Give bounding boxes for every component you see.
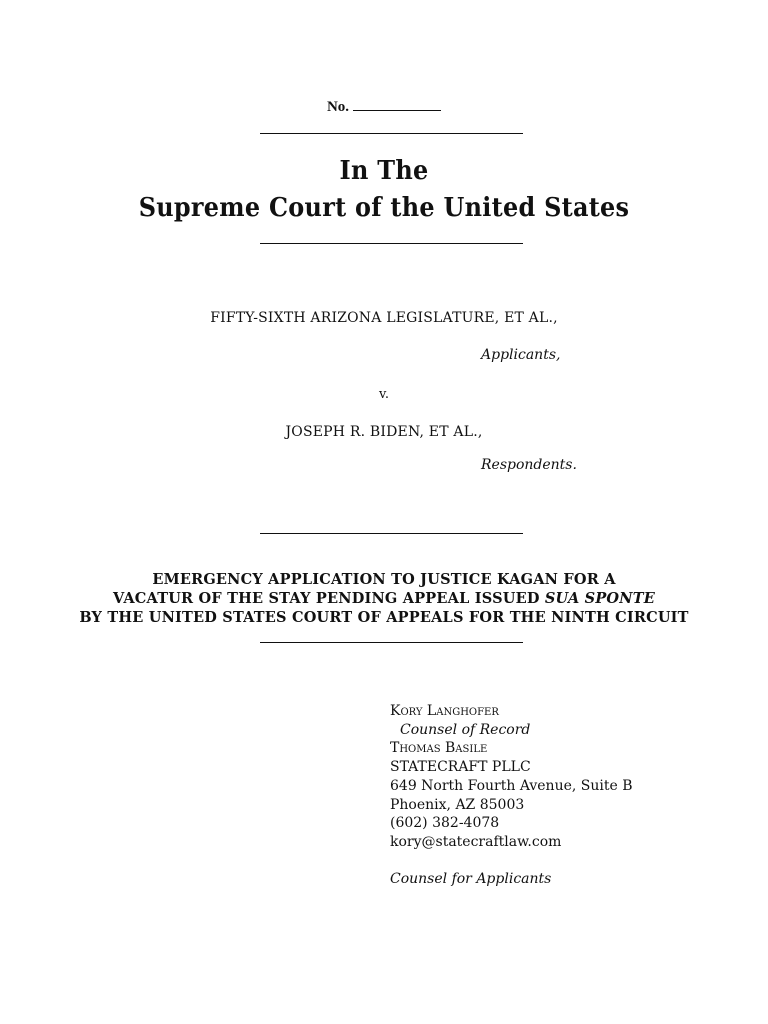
address-line-2: Phoenix, AZ 85003 [390,796,525,813]
application-title-line2-text: VACATUR OF THE STAY PENDING APPEAL ISSUED [113,590,545,607]
docket-blank-line [353,98,441,111]
divider-rule [260,642,523,643]
docket-label: No. [326,99,350,115]
address-line-1: 649 North Fourth Avenue, Suite B [390,777,633,794]
respondent-role: Respondents. [481,457,577,473]
docket-number [0,98,768,116]
application-title-latin-term: SUA SPONTE [544,590,655,607]
counsel-name-1: Kory Langhofer [390,703,499,719]
law-firm-name: STATECRAFT PLLC [390,759,531,776]
spacer [390,852,710,870]
divider-rule [260,533,523,534]
application-title-line3: BY THE UNITED STATES COURT OF APPEALS FOR THE NINTH CIRCUIT [79,609,689,626]
divider-rule [260,243,523,244]
divider-rule [260,133,523,134]
versus-label: v. [379,387,389,402]
applicant-name: FIFTY-SIXTH ARIZONA LEGISLATURE, ET AL., [210,310,558,326]
counsel-role-1: Counsel of Record [400,721,531,738]
counsel-for-label: Counsel for Applicants [390,870,552,887]
application-title-line2 [0,589,768,608]
court-heading-line2: Supreme Court of the United States [138,193,630,223]
counsel-name-2: Thomas Basile [390,740,488,757]
applicant-role: Applicants, [481,347,561,363]
application-title-line1: EMERGENCY APPLICATION TO JUSTICE KAGAN FOR A [152,571,616,588]
counsel-block [390,702,710,888]
phone-number: (602) 382-4078 [390,815,500,832]
respondent-name: JOSEPH R. BIDEN, ET AL., [285,424,483,440]
email-address: kory@statecraftlaw.com [390,833,562,850]
court-heading-line1: In The [339,156,429,186]
